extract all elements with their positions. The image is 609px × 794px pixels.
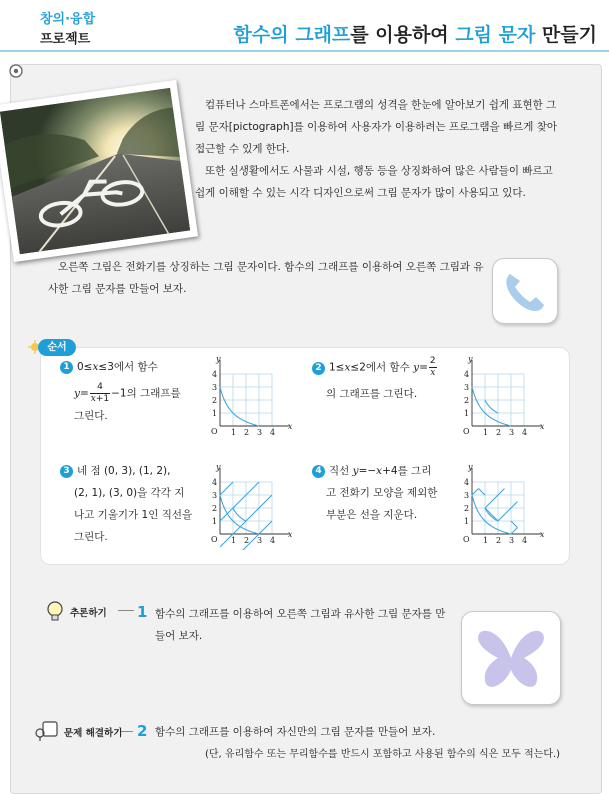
origin-label: O	[211, 427, 218, 436]
x-tick-label: 4	[270, 428, 276, 437]
reasoning-label: 추론하기	[70, 608, 107, 619]
y-tick-label: 2	[464, 396, 470, 405]
reasoning-number: 1	[137, 603, 148, 621]
binder-ring-icon	[7, 62, 25, 80]
steps-tag-label: 순서	[38, 339, 76, 356]
origin-label: O	[463, 535, 470, 544]
y-tick-label: 3	[464, 383, 470, 392]
x-tick-label: 3	[509, 536, 515, 545]
y-tick-label: 1	[464, 409, 470, 418]
step-4-graph	[460, 464, 546, 550]
problem-solving-label: 문제 해결하기	[64, 728, 123, 739]
y-axis-label: y	[468, 356, 473, 364]
y-axis-label: y	[216, 464, 221, 472]
y-tick-label: 2	[212, 396, 218, 405]
reasoning-label-line	[118, 610, 134, 611]
y-tick-label: 2	[212, 504, 218, 513]
problem-solving-note: (단, 유리함수 또는 무리함수를 반드시 포함하고 사용된 함수의 식은 모두 적는다.)	[205, 749, 561, 760]
x-tick-label: 1	[483, 428, 489, 437]
step-3: 3 네 점 (0, 3), (1, 2), (2, 1), (3, 0)을 각각 지 나고 기울기가 1인 직선을 그린다.	[60, 460, 212, 548]
step-number: 1	[60, 361, 73, 374]
y-tick-label: 1	[212, 517, 218, 526]
problem-solving-number: 2	[137, 722, 148, 740]
step-4: 4 직선 y=−x+4를 그리 고 전화기 모양을 제외한 부분은 선을 지운다.	[312, 460, 460, 526]
origin-label: O	[211, 535, 218, 544]
project-badge-top: 창의·융합	[40, 12, 96, 27]
y-tick-label: 4	[464, 478, 470, 487]
y-axis-label: y	[216, 356, 221, 364]
y-tick-label: 4	[464, 370, 470, 379]
y-tick-label: 3	[212, 383, 218, 392]
y-tick-label: 4	[212, 478, 218, 487]
y-tick-label: 1	[464, 517, 470, 526]
phone-pictograph-card	[492, 258, 558, 324]
step-2-graph	[460, 356, 546, 442]
step-1: 1 0≤x≤3에서 함수 y= $\frac{4}{x+1}$ −1의 그래프를 그린다.	[60, 356, 208, 427]
butterfly-pictograph-card	[461, 611, 561, 705]
bicycle-lane-photo-card	[0, 80, 198, 262]
origin-label: O	[463, 427, 470, 436]
x-axis-label: x	[539, 530, 545, 539]
x-tick-label: 2	[244, 536, 250, 545]
x-tick-label: 4	[522, 428, 528, 437]
x-tick-label: 2	[496, 428, 502, 437]
step-3-graph	[208, 464, 294, 550]
y-tick-label: 1	[212, 409, 218, 418]
bicycle-lane-photo	[0, 88, 190, 255]
y-tick-label: 3	[464, 491, 470, 500]
y-tick-label: 2	[464, 504, 470, 513]
step-number: 2	[312, 362, 325, 375]
x-tick-label: 4	[522, 536, 528, 545]
x-axis-label: x	[287, 422, 293, 431]
x-tick-label: 2	[244, 428, 250, 437]
x-tick-label: 3	[257, 428, 263, 437]
phone-icon	[493, 259, 557, 323]
x-tick-label: 3	[509, 428, 515, 437]
reasoning-question: 함수의 그래프를 이용하여 오른쪽 그림과 유사한 그림 문자를 만들어 보자.	[155, 608, 446, 642]
x-tick-label: 2	[496, 536, 502, 545]
header-divider	[0, 50, 609, 52]
x-tick-label: 3	[257, 536, 263, 545]
intro-paragraph-2: 또한 실생활에서도 사물과 시설, 행동 등을 상징화하여 많은 사람들이 빠르고 쉽게 이해할 수 있는 시각 디자인으로써 그림 문자가 많이 사용되고 있다.	[195, 165, 553, 199]
page-title: 함수의 그래프를 이용하여 그림 문자 만들기	[233, 24, 597, 46]
problem-solving-label-line	[121, 731, 133, 732]
problem-solving-question: 함수의 그래프를 이용하여 자신만의 그림 문자를 만들어 보자.	[155, 726, 436, 738]
butterfly-icon	[462, 612, 560, 704]
task-lead	[48, 256, 486, 300]
project-badge-bottom: 프로젝트	[40, 32, 91, 47]
step-1-graph	[208, 356, 294, 442]
y-axis-label: y	[468, 464, 473, 472]
puzzle-key-icon	[34, 718, 60, 742]
step-number: 3	[60, 465, 73, 478]
lightbulb-icon	[44, 600, 66, 622]
task-lead-paragraph: 오른쪽 그림은 전화기를 상징하는 그림 문자이다. 함수의 그래프를 이용하여 오른쪽 그림과 유사한 그림 문자를 만들어 보자.	[48, 261, 484, 295]
x-axis-label: x	[539, 422, 545, 431]
x-tick-label: 1	[231, 428, 237, 437]
y-tick-label: 3	[212, 491, 218, 500]
x-tick-label: 4	[270, 536, 276, 545]
y-tick-label: 4	[212, 370, 218, 379]
intro-text	[195, 94, 565, 204]
x-tick-label: 1	[231, 536, 237, 545]
step-2: 2 1≤x≤2에서 함수 y= $\frac{2}{x}$ 의 그래프를 그린다.	[312, 356, 460, 405]
intro-paragraph-1: 컴퓨터나 스마트폰에서는 프로그램의 성격을 한눈에 알아보기 쉽게 표현한 그림 문자[pictograph]를 이용하여 사용자가 이용하려는 프로그램을 빠르게 찾아 접근할 수 있게 한다.	[195, 99, 558, 155]
step-number: 4	[312, 465, 325, 478]
x-tick-label: 1	[483, 536, 489, 545]
x-axis-label: x	[287, 530, 293, 539]
